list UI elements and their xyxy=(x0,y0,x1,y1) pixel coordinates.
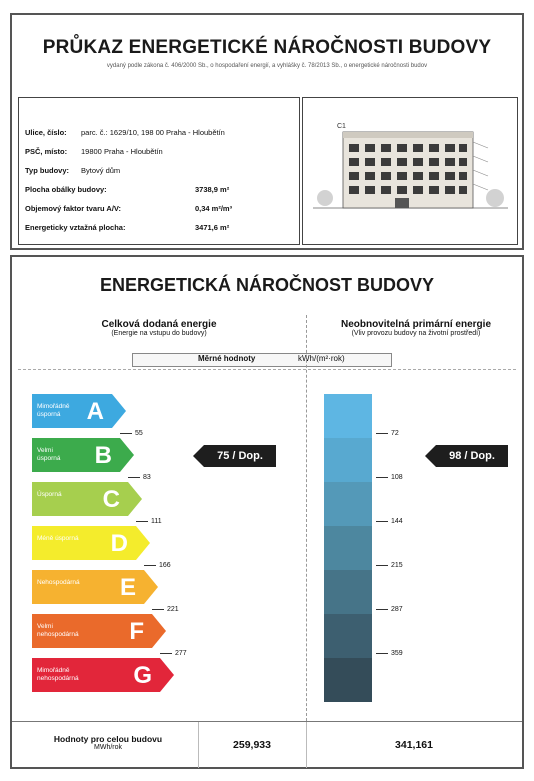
energy-class-letter: A xyxy=(86,398,104,425)
energy-class-description: Úsporná xyxy=(37,491,62,498)
energy-title: ENERGETICKÁ NÁROČNOST BUDOVY xyxy=(99,275,435,295)
area-value: 3738,9 m² xyxy=(195,185,230,194)
totals-heading: Hodnoty pro celou budovu xyxy=(53,734,163,744)
building-info-section xyxy=(10,13,524,250)
boundary-tick xyxy=(376,609,388,610)
delivered-energy-boundary xyxy=(128,474,151,481)
energy-class-description: Velmi úsporná xyxy=(37,447,61,462)
boundary-value: 144 xyxy=(391,518,403,525)
boundary-tick xyxy=(160,653,172,654)
ref-area-row xyxy=(25,223,229,232)
primary-energy-segment xyxy=(324,482,372,526)
document-title: PRŮKAZ ENERGETICKÉ NÁROČNOSTI BUDOVY xyxy=(42,37,492,58)
primary-energy-marker xyxy=(436,445,508,467)
energy-class-arrow-tip xyxy=(152,614,166,648)
primary-energy-boundary xyxy=(376,650,403,657)
primary-energy-segment xyxy=(324,438,372,482)
energy-class-letter: F xyxy=(129,618,144,645)
primary-energy-header xyxy=(308,319,524,337)
energy-class-b xyxy=(32,438,134,472)
boundary-tick xyxy=(120,433,132,434)
primary-energy-subheading: (Vliv provozu budovy na životní prostředí) xyxy=(351,330,481,337)
document-subtitle: vydaný podle zákona č. 406/2000 Sb., o hospodaření energií, a vyhlášky č. 78/2013 Sb., o energetické náročnosti budov xyxy=(106,63,428,69)
energy-class-arrow-tip xyxy=(144,570,158,604)
building-totals xyxy=(12,721,522,768)
energy-class-a xyxy=(32,394,126,428)
ref-area-value: 3471,6 m² xyxy=(195,223,230,232)
zip-row xyxy=(25,147,163,156)
boundary-value: 277 xyxy=(175,650,187,657)
delivered-energy-heading: Celková dodaná energie xyxy=(101,319,217,330)
boundary-value: 359 xyxy=(391,650,403,657)
zip-label: PSČ, místo: xyxy=(25,147,68,156)
boundary-value: 72 xyxy=(391,430,399,437)
delivered-energy-total: 259,933 xyxy=(233,739,271,751)
street-row xyxy=(25,128,225,137)
energy-class-arrow-tip xyxy=(160,658,174,692)
delivered-energy-boundary xyxy=(136,518,162,525)
energy-class-letter: B xyxy=(94,442,112,469)
building-illustration xyxy=(303,98,517,244)
energy-class-description: Méně úsporná xyxy=(37,535,79,542)
primary-energy-segment xyxy=(324,526,372,570)
specific-values-row xyxy=(12,353,522,367)
building-details-box xyxy=(18,97,300,245)
energy-class-f xyxy=(32,614,166,648)
primary-energy-segment xyxy=(324,658,372,702)
boundary-tick xyxy=(376,433,388,434)
primary-energy-boundary xyxy=(376,518,403,525)
ref-area-label: Energeticky vztažná plocha: xyxy=(25,223,126,232)
unit-label: kWh/(m²·rok) xyxy=(298,354,345,363)
boundary-value: 166 xyxy=(159,562,171,569)
area-label: Plocha obálky budovy: xyxy=(25,185,107,194)
type-value: Bytový dům xyxy=(81,166,121,175)
delivered-energy-header xyxy=(12,319,306,337)
boundary-value: 221 xyxy=(167,606,179,613)
boundary-tick xyxy=(376,565,388,566)
energy-class-d xyxy=(32,526,150,560)
column-divider xyxy=(306,315,307,721)
boundary-tick xyxy=(144,565,156,566)
type-label: Typ budovy: xyxy=(25,166,70,175)
totals-label xyxy=(20,734,196,751)
delivered-energy-marker xyxy=(204,445,276,467)
primary-energy-segment xyxy=(324,570,372,614)
energy-class-arrow-tip xyxy=(136,526,150,560)
primary-energy-segment xyxy=(324,394,372,438)
energy-class-description: Mimořádně úsporná xyxy=(37,403,70,418)
primary-energy-boundary xyxy=(376,474,403,481)
marker-value: 75 / Dop. xyxy=(217,450,263,462)
boundary-value: 55 xyxy=(135,430,143,437)
boundary-value: 215 xyxy=(391,562,403,569)
energy-class-arrow-tip xyxy=(128,482,142,516)
boundary-value: 83 xyxy=(143,474,151,481)
primary-energy-heading: Neobnovitelná primární energie xyxy=(340,319,492,330)
boundary-tick xyxy=(376,653,388,654)
type-row xyxy=(25,166,120,175)
boundary-value: 108 xyxy=(391,474,403,481)
delivered-energy-boundary xyxy=(152,606,179,613)
boundary-value: 287 xyxy=(391,606,403,613)
energy-rating-section xyxy=(10,255,524,769)
boundary-value: 111 xyxy=(151,518,162,525)
marker-value: 98 / Dop. xyxy=(449,450,495,462)
totals-unit: MWh/rok xyxy=(94,744,122,751)
energy-class-letter: G xyxy=(133,662,152,689)
primary-energy-boundary xyxy=(376,562,403,569)
energy-class-letter: E xyxy=(119,574,136,601)
specific-values-bar xyxy=(132,353,392,367)
primary-energy-segment xyxy=(324,614,372,658)
energy-class-letter: D xyxy=(110,530,128,557)
factor-label: Objemový faktor tvaru A/V: xyxy=(25,204,121,213)
delivered-energy-boundary xyxy=(160,650,187,657)
delivered-energy-subheading: (Energie na vstupu do budovy) xyxy=(111,330,207,337)
boundary-tick xyxy=(128,477,140,478)
energy-class-letter: C xyxy=(102,486,120,513)
primary-energy-boundary xyxy=(376,606,403,613)
marker-arrow-tip xyxy=(425,445,436,467)
building-image-label: C1 xyxy=(337,123,346,130)
area-row xyxy=(25,185,229,194)
energy-class-description: Mimořádně nehospodárná xyxy=(37,667,79,682)
zip-value: 19800 Praha - Hloubětín xyxy=(81,147,163,156)
specific-values-label: Měrné hodnoty xyxy=(198,354,256,363)
primary-energy-total: 341,161 xyxy=(395,739,433,751)
boundary-tick xyxy=(136,521,148,522)
delivered-energy-boundary xyxy=(144,562,171,569)
energy-class-description: Velmi nehospodárná xyxy=(37,623,79,638)
delivered-energy-boundary xyxy=(120,430,143,437)
boundary-tick xyxy=(376,521,388,522)
section-divider xyxy=(18,369,516,370)
factor-value: 0,34 m²/m³ xyxy=(195,204,233,213)
energy-class-g xyxy=(32,658,174,692)
street-value: parc. č.: 1629/10, 198 00 Praha - Hloubětín xyxy=(81,128,225,137)
building-image xyxy=(302,97,518,245)
street-label: Ulice, číslo: xyxy=(25,128,67,137)
boundary-tick xyxy=(376,477,388,478)
primary-energy-boundary xyxy=(376,430,399,437)
energy-class-description: Nehospodárná xyxy=(37,579,80,586)
marker-arrow-tip xyxy=(193,445,204,467)
energy-class-c xyxy=(32,482,142,516)
energy-class-arrow-tip xyxy=(120,438,134,472)
energy-class-e xyxy=(32,570,158,604)
energy-class-arrow-tip xyxy=(112,394,126,428)
factor-row xyxy=(25,204,232,213)
boundary-tick xyxy=(152,609,164,610)
